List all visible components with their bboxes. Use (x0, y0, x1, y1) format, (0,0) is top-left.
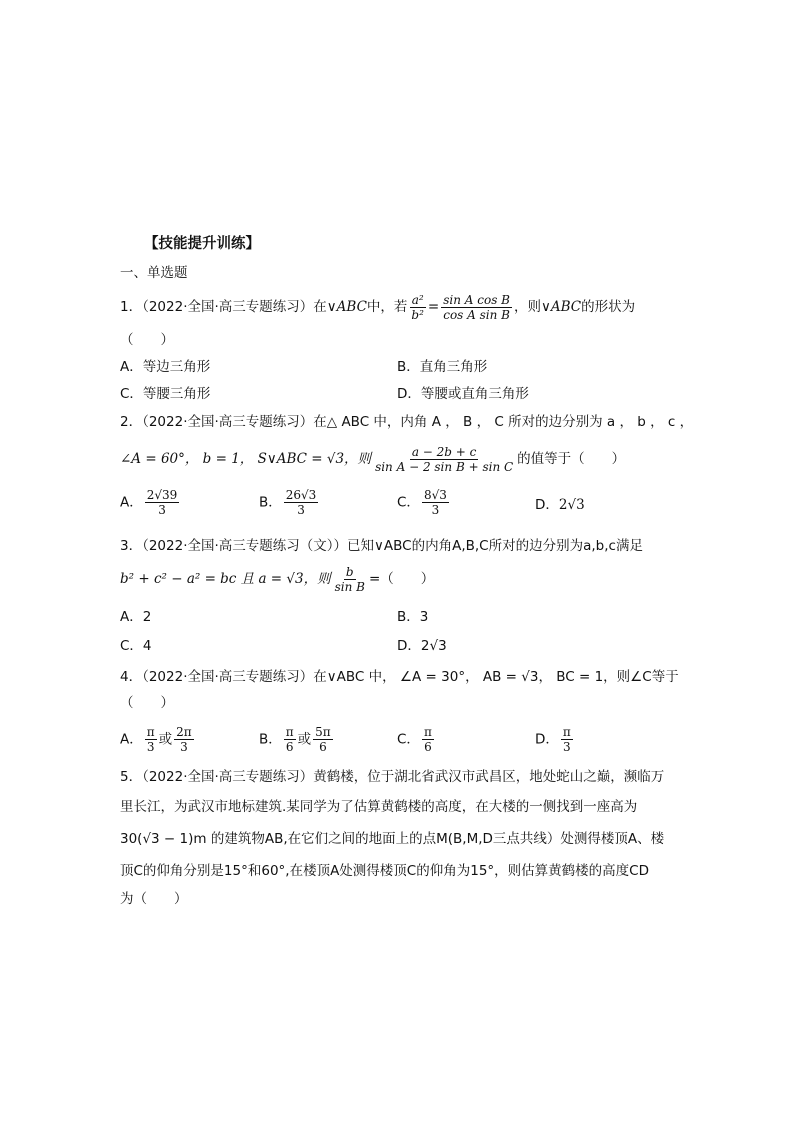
q2-option-c-label: C． (397, 494, 420, 511)
q1-paren: （ ） (120, 332, 174, 348)
question-5-line1: 5．（2022·全国·高三专题练习）黄鹤楼，位于湖北省武汉市武昌区，地处蛇山之巅，濒临万 (120, 769, 665, 785)
q4-option-a-or: 或 (158, 731, 173, 748)
q1-stem-pre: 1．（2022·全国·高三专题练习）在 (120, 299, 327, 315)
q4-option-d-frac (561, 725, 573, 754)
q4-option-b-label: B． (259, 731, 282, 748)
q2-option-c-fraction (422, 488, 449, 517)
q4-option-a-frac-1 (145, 725, 157, 754)
q3-frac-num: b (345, 564, 354, 579)
q4-option-b-den-1: 6 (285, 740, 294, 754)
question-1-stem (120, 290, 635, 324)
q3-option-a[interactable]: A．2 (120, 609, 152, 625)
q1-frac-right-num: sin A cos B (443, 292, 510, 307)
question-2-cond (120, 442, 625, 476)
q3-tail: =（ ） (368, 571, 435, 587)
question-4-line1: 4．（2022·全国·高三专题练习）在∨ABC 中， ∠A = 30°， AB = √3， BC = 1，则∠C等于 (120, 669, 679, 685)
q2-option-d[interactable] (535, 495, 585, 515)
q2-option-b-label: B． (259, 494, 282, 511)
q2-option-c-den: 3 (431, 503, 440, 517)
q4-option-a-label: A． (120, 731, 143, 748)
q3-fraction (333, 565, 367, 594)
q1-mid: 中，若 (366, 299, 408, 315)
q3-frac-den: sin B (334, 579, 365, 594)
q2-option-c-num: 8√3 (423, 488, 447, 502)
q1-fraction-right (441, 293, 512, 322)
question-3-cond (120, 562, 434, 596)
q1-option-b[interactable]: B．直角三角形 (397, 359, 488, 375)
q3-condition: b² + c² − a² = bc 且 a = √3，则 (120, 571, 331, 587)
section-title: 【技能提升训练】 (144, 236, 260, 252)
q4-option-a[interactable] (120, 725, 196, 754)
q2-option-a[interactable] (120, 488, 181, 517)
q3-option-d[interactable]: D．2√3 (397, 638, 447, 654)
q2-option-a-fraction (145, 488, 180, 517)
q2-option-a-label: A． (120, 494, 143, 511)
q2-option-d-text: 2√3 (558, 497, 585, 513)
q1-end: 的形状为 (581, 299, 636, 315)
q1-option-a[interactable]: A．等边三角形 (120, 359, 211, 375)
q1-frac-left-den: b² (411, 307, 424, 322)
question-5-line4: 顶C的仰角分别是15°和60°,在楼顶A处测得楼顶C的仰角为15°，则估算黄鹤楼的高度CD (120, 863, 649, 879)
q2-fraction (373, 445, 515, 474)
q1-equals: = (427, 299, 440, 315)
question-5-line3: 30(√3 − 1)m 的建筑物AB,在它们之间的地面上的点M(B,M,D三点共线）处测得楼顶A、楼 (120, 831, 665, 847)
q1-frac-right-den: cos A sin B (443, 307, 510, 322)
q4-option-b-num-1: π (285, 725, 294, 739)
q4-option-d-label: D． (535, 731, 559, 748)
q4-paren: （ ） (120, 695, 174, 711)
q4-option-c-den: 6 (424, 740, 432, 754)
q4-option-d-num: π (562, 725, 571, 739)
q4-option-a-den-1: 3 (146, 740, 155, 754)
q4-option-b-frac-1 (284, 725, 296, 754)
q2-option-a-num: 2√39 (146, 488, 178, 502)
q1-post: ，则 (514, 299, 541, 315)
q4-option-d-den: 3 (563, 740, 571, 754)
q4-option-b-num-2: 5π (315, 725, 331, 739)
question-3-line1: 3．（2022·全国·高三专题练习（文））已知∨ABC的内角A,B,C所对的边分别为a,b,c满足 (120, 538, 643, 554)
q4-option-c[interactable] (397, 725, 436, 754)
q4-option-d[interactable] (535, 725, 575, 754)
q3-option-c[interactable]: C．4 (120, 638, 152, 654)
q1-triangle: ∨ABC (326, 299, 367, 315)
q4-option-b-frac-2 (313, 725, 333, 754)
q2-option-b-fraction (284, 488, 319, 517)
q3-option-b[interactable]: B．3 (397, 609, 429, 625)
question-5-line2: 里长江，为武汉市地标建筑.某同学为了估算黄鹤楼的高度，在大楼的一侧找到一座高为 (120, 799, 638, 815)
q1-triangle-2: ∨ABC (541, 299, 582, 315)
q2-option-b-den: 3 (297, 503, 305, 517)
q4-option-b-or: 或 (297, 731, 312, 748)
q4-option-a-frac-2 (174, 725, 194, 754)
q4-option-b-den-2: 6 (319, 740, 327, 754)
q1-frac-left-num: a² (411, 292, 424, 307)
q2-option-d-label: D． (535, 497, 559, 513)
q1-option-d[interactable]: D．等腰或直角三角形 (397, 386, 529, 402)
question-5-line5: 为（ ） (120, 891, 188, 907)
question-2-line1: 2．（2022·全国·高三专题练习）在△ ABC 中，内角 A ， B ， C 所对的边分别为 a ， b ， c ， (120, 414, 694, 430)
part-title: 一、单选题 (120, 265, 188, 281)
q2-option-a-den: 3 (158, 503, 166, 517)
q4-option-b[interactable] (259, 725, 335, 754)
q2-frac-num: a − 2b + c (411, 444, 477, 459)
q2-option-b-num: 26√3 (285, 488, 317, 502)
q2-option-c[interactable] (397, 488, 451, 517)
q2-option-b[interactable] (259, 488, 320, 517)
q2-tail: 的值等于（ ） (517, 451, 626, 467)
q4-option-a-num-1: π (146, 725, 155, 739)
q1-option-c[interactable]: C．等腰三角形 (120, 386, 211, 402)
q4-option-a-den-2: 3 (180, 740, 188, 754)
q2-condition: ∠A = 60°， b = 1， S∨ABC = √3，则 (120, 451, 372, 467)
q4-option-c-frac (422, 725, 434, 754)
q4-option-a-num-2: 2π (176, 725, 192, 739)
q4-option-c-num: π (423, 725, 432, 739)
q2-frac-den: sin A − 2 sin B + sin C (375, 459, 514, 474)
q1-fraction-left (409, 293, 426, 322)
q4-option-c-label: C． (397, 731, 420, 748)
